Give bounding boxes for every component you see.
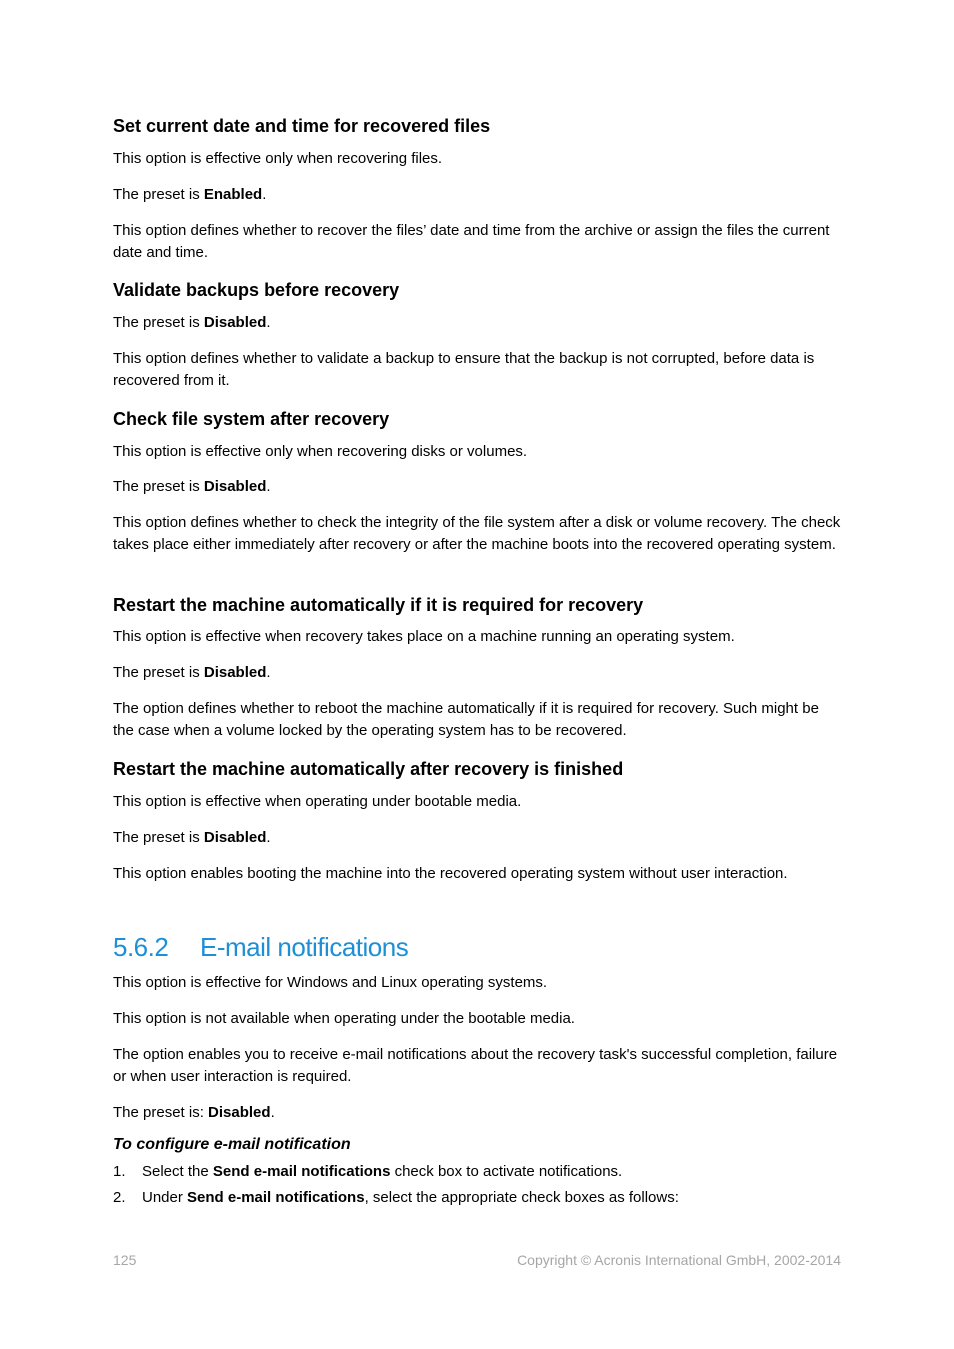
- preset-line: The preset is Disabled.: [113, 314, 271, 331]
- paragraph: This option defines whether to check the integrity of the file system after a disk or volume recovery. The check takes place either immediately after recovery or after the machine boots into the recovered operating system.: [113, 514, 841, 553]
- preset-value: Disabled: [203, 314, 267, 331]
- preset-line: The preset is Disabled.: [113, 478, 271, 495]
- paragraph: This option is not available when operating under the bootable media.: [113, 1010, 575, 1027]
- preset-line: The preset is: Disabled.: [113, 1104, 275, 1121]
- section-title-email-notifications: [113, 931, 408, 963]
- section-heading-restart-if-required: Restart the machine automatically if it is required for recovery: [113, 595, 644, 615]
- ui-term: Send e-mail notifications: [187, 1189, 365, 1206]
- paragraph: The option enables you to receive e-mail notifications about the recovery task's successful completion, failure or when user interaction is required.: [113, 1046, 838, 1085]
- paragraph: This option defines whether to validate a backup to ensure that the backup is not corrupted, before data is recovered from it.: [113, 350, 815, 389]
- preset-value: Disabled: [203, 829, 267, 846]
- paragraph: This option defines whether to recover the files’ date and time from the archive or assign the files the current date and time.: [113, 222, 830, 261]
- section-title: E-mail notifications: [200, 932, 409, 962]
- preset-value: Disabled: [203, 478, 267, 495]
- copyright-notice: Copyright © Acronis International GmbH, 2002-2014: [517, 1252, 841, 1268]
- list-item: 2. Under Send e-mail notifications, select the appropriate check boxes as follows:: [113, 1189, 679, 1206]
- ui-term: Send e-mail notifications: [212, 1163, 391, 1180]
- section-heading-restart-after-finished: Restart the machine automatically after recovery is finished: [113, 759, 624, 779]
- paragraph: This option is effective when operating under bootable media.: [113, 793, 522, 810]
- preset-value: Enabled: [203, 186, 263, 203]
- section-heading-check-file-system: Check file system after recovery: [113, 409, 390, 429]
- preset-value: Disabled: [208, 1104, 271, 1121]
- list-item: 1. Select the Send e-mail notifications check box to activate notifications.: [113, 1163, 623, 1180]
- paragraph: This option is effective when recovery takes place on a machine running an operating system.: [113, 628, 735, 645]
- section-heading-date-time: Set current date and time for recovered files: [113, 116, 491, 136]
- paragraph: This option is effective only when recovering files.: [113, 150, 443, 167]
- section-number: 5.6.2: [113, 932, 169, 962]
- section-heading-validate-backups: Validate backups before recovery: [113, 280, 400, 300]
- paragraph: This option is effective for Windows and Linux operating systems.: [113, 974, 548, 991]
- paragraph: This option enables booting the machine into the recovered operating system without user interaction.: [113, 865, 788, 882]
- preset-line: The preset is Disabled.: [113, 829, 271, 846]
- preset-value: Disabled: [203, 664, 267, 681]
- paragraph: The option defines whether to reboot the machine automatically if it is required for recovery. Such might be the case when a volume locked by the operating system has to be recovered.: [113, 700, 819, 739]
- preset-line: The preset is Disabled.: [113, 664, 271, 681]
- preset-line: The preset is Enabled.: [113, 186, 267, 203]
- paragraph: This option is effective only when recovering disks or volumes.: [113, 443, 528, 460]
- page-number: 125: [113, 1252, 137, 1268]
- procedure-title: To configure e-mail notification: [113, 1136, 351, 1153]
